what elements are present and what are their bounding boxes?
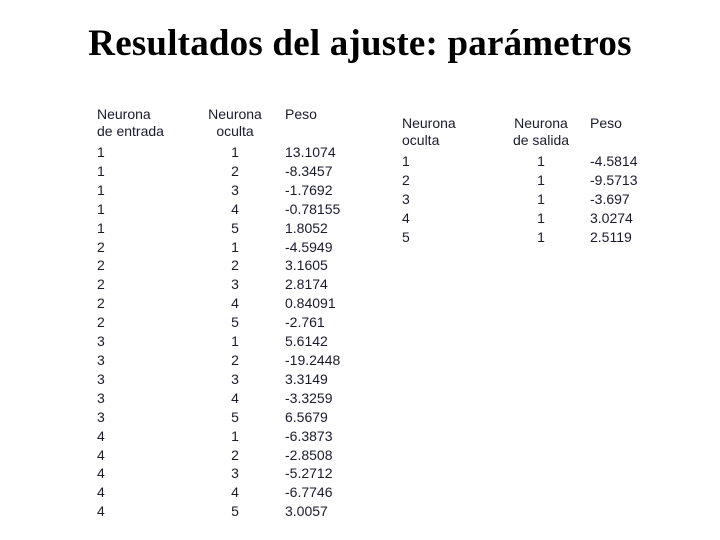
cell-from-neuron: 5 [402,228,410,245]
header-line: oculta [216,123,254,139]
header-line: oculta [402,132,440,148]
table-row [97,502,340,521]
column-header-weight [590,115,637,152]
cell-weight: 2.8174 [285,276,328,293]
header-line: Neurona [514,115,568,131]
cell-weight: 0.84091 [285,295,336,312]
cell-to-neuron: 4 [231,389,239,406]
cell-to-neuron: 3 [231,370,239,387]
cell-to-neuron: 5 [231,408,239,425]
cell-from-neuron: 4 [97,484,105,501]
cell-weight: -6.3873 [285,427,333,444]
cell-from-neuron: 3 [97,333,105,350]
table-row [97,294,340,313]
table-row [97,427,340,446]
cell-to-neuron: 3 [231,465,239,482]
cell-from-neuron: 1 [97,162,105,179]
cell-to-neuron: 1 [537,153,545,169]
cell-to-neuron: 4 [231,295,239,312]
cell-to-neuron: 2 [231,446,239,463]
cell-weight: -3.697 [590,190,630,207]
cell-to-neuron: 3 [231,181,239,198]
cell-to-neuron: 2 [231,351,239,368]
cell-weight: -2.8508 [285,446,333,463]
cell-weight: -4.5949 [285,238,333,255]
table-row [402,228,637,247]
cell-weight: -2.761 [285,314,325,331]
cell-from-neuron: 4 [97,427,105,444]
header-line: Neurona [402,115,456,131]
column-header-to [492,115,590,152]
cell-weight: -6.7746 [285,484,333,501]
cell-to-neuron: 1 [537,209,545,226]
table-row [97,200,340,219]
cell-to-neuron: 1 [537,228,545,245]
table-row [97,313,340,332]
cell-to-neuron: 1 [231,333,239,350]
cell-from-neuron: 2 [402,171,410,188]
cell-weight: 3.3149 [285,370,328,387]
cell-weight: 6.5679 [285,408,328,425]
cell-to-neuron: 1 [537,171,545,188]
header-line: Peso [590,115,622,131]
cell-from-neuron: 3 [97,389,105,406]
cell-to-neuron: 2 [231,162,239,179]
cell-from-neuron: 1 [97,200,105,217]
table-row [402,152,637,171]
cell-weight: 5.6142 [285,333,328,350]
table-row [402,209,637,228]
cell-weight: -9.5713 [590,171,638,188]
cell-to-neuron: 1 [231,427,239,444]
table-row [97,181,340,200]
cell-from-neuron: 2 [97,314,105,331]
cell-from-neuron: 2 [97,257,105,274]
cell-from-neuron: 1 [97,219,105,236]
header-line: de entrada [97,123,164,139]
cell-to-neuron: 5 [231,503,239,520]
table-row [97,275,340,294]
cell-to-neuron: 1 [231,238,239,255]
cell-from-neuron: 2 [97,295,105,312]
header-line: de salida [512,132,570,148]
cell-to-neuron: 2 [231,257,239,274]
table-row [97,332,340,351]
cell-to-neuron: 4 [231,200,239,217]
cell-from-neuron: 1 [97,144,105,160]
cell-from-neuron: 4 [97,465,105,482]
cell-from-neuron: 3 [97,408,105,425]
cell-weight: 13.1074 [285,144,336,160]
column-header-weight [285,106,340,143]
table-row [97,464,340,483]
table-header [402,115,637,152]
cell-from-neuron: 1 [97,181,105,198]
table-row [97,238,340,257]
cell-to-neuron: 5 [231,314,239,331]
table-row [97,370,340,389]
cell-weight: -0.78155 [285,200,341,217]
cell-weight: -19.2448 [285,351,341,368]
cell-weight: -8.3457 [285,162,333,179]
cell-to-neuron: 4 [231,484,239,501]
cell-to-neuron: 1 [231,144,239,160]
table-row [97,219,340,238]
table-body [402,152,637,247]
cell-weight: -4.5814 [590,153,638,169]
cell-from-neuron: 2 [97,276,105,293]
column-header-from [402,115,492,152]
table-body [97,143,340,521]
cell-from-neuron: 3 [402,190,410,207]
cell-to-neuron: 5 [231,219,239,236]
cell-weight: -5.2712 [285,465,333,482]
table-row [402,171,637,190]
slide-title: Resultados del ajuste: parámetros [88,23,632,64]
table-row [97,408,340,427]
table-header [97,106,340,143]
table-row [402,190,637,209]
cell-from-neuron: 4 [97,503,105,520]
cell-to-neuron: 3 [231,276,239,293]
header-line: Neurona [97,106,151,122]
cell-from-neuron: 3 [97,351,105,368]
cell-from-neuron: 3 [97,370,105,387]
table-row [97,351,340,370]
cell-weight: -1.7692 [285,181,333,198]
table-row [97,483,340,502]
cell-from-neuron: 4 [402,209,410,226]
table-row [97,389,340,408]
cell-from-neuron: 1 [402,153,410,169]
cell-from-neuron: 4 [97,446,105,463]
cell-weight: 3.0274 [590,209,633,226]
cell-weight: 2.5119 [590,228,632,245]
cell-weight: 1.8052 [285,219,328,236]
column-header-from [97,106,185,143]
cell-weight: 3.1605 [285,257,328,274]
column-header-to [185,106,285,143]
cell-to-neuron: 1 [537,190,545,207]
cell-weight: 3.0057 [285,503,328,520]
input-hidden-weights-table [97,106,340,521]
table-row [97,256,340,275]
cell-weight: -3.3259 [285,389,333,406]
cell-from-neuron: 2 [97,238,105,255]
header-line: Neurona [208,106,262,122]
table-row [97,446,340,465]
header-line: Peso [285,106,317,122]
table-row [97,162,340,181]
hidden-output-weights-table [402,115,637,247]
table-row [97,143,340,162]
